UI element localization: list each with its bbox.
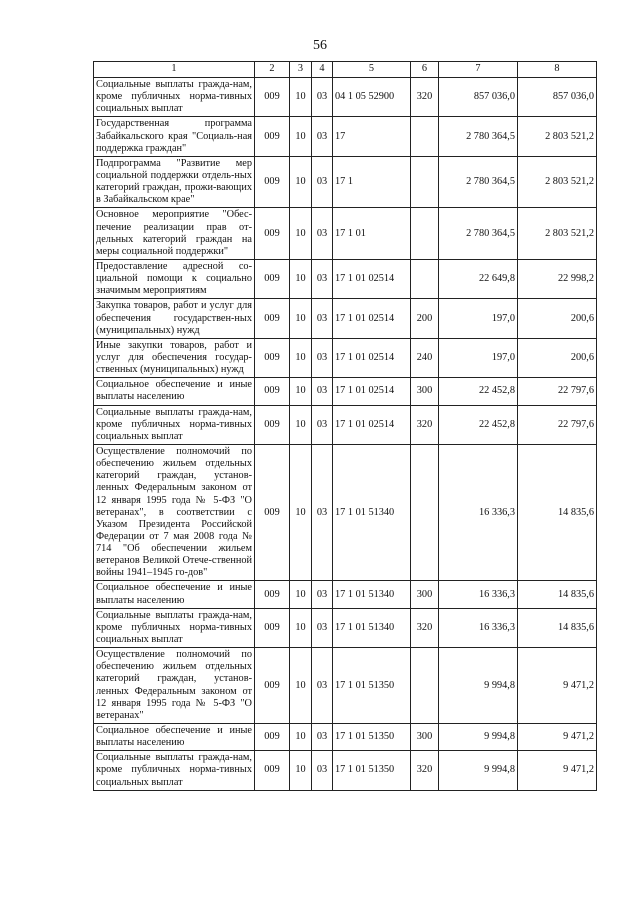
- cell-target-item: 04 1 05 52900: [333, 78, 411, 117]
- cell-target-item: 17 1 01 51340: [333, 608, 411, 647]
- cell-amount-2: 14 835,6: [518, 444, 597, 581]
- cell-section: 10: [290, 117, 312, 156]
- cell-subsection: 03: [312, 78, 333, 117]
- cell-subsection: 03: [312, 259, 333, 298]
- cell-department: 009: [255, 724, 290, 751]
- table-row: [94, 338, 597, 377]
- cell-subsection: 03: [312, 444, 333, 581]
- cell-expense-type: [411, 259, 439, 298]
- cell-section: 10: [290, 405, 312, 444]
- cell-department: 009: [255, 648, 290, 724]
- cell-section: 10: [290, 581, 312, 608]
- table-body: [94, 78, 597, 791]
- table-row: [94, 608, 597, 647]
- cell-target-item: 17 1 01 51340: [333, 581, 411, 608]
- cell-name: Социальное обеспечение и иные выплаты населению: [94, 724, 255, 751]
- cell-section: 10: [290, 78, 312, 117]
- cell-section: 10: [290, 751, 312, 790]
- cell-department: 009: [255, 405, 290, 444]
- cell-expense-type: 320: [411, 608, 439, 647]
- cell-department: 009: [255, 581, 290, 608]
- column-header: 5: [333, 62, 411, 78]
- cell-department: 009: [255, 117, 290, 156]
- cell-department: 009: [255, 444, 290, 581]
- cell-section: 10: [290, 338, 312, 377]
- cell-amount-2: 2 803 521,2: [518, 156, 597, 208]
- cell-amount-2: 200,6: [518, 299, 597, 338]
- cell-amount-2: 14 835,6: [518, 581, 597, 608]
- table-row: [94, 299, 597, 338]
- table-row: [94, 117, 597, 156]
- cell-section: 10: [290, 608, 312, 647]
- cell-subsection: 03: [312, 648, 333, 724]
- table-row: [94, 405, 597, 444]
- header-row: [94, 62, 597, 78]
- cell-amount-2: 22 797,6: [518, 378, 597, 405]
- cell-amount-1: 9 994,8: [439, 648, 518, 724]
- cell-target-item: 17 1 01 02514: [333, 405, 411, 444]
- column-header: 6: [411, 62, 439, 78]
- cell-target-item: 17 1 01 51350: [333, 724, 411, 751]
- table-row: [94, 751, 597, 790]
- cell-target-item: 17 1 01 51350: [333, 751, 411, 790]
- cell-amount-2: 200,6: [518, 338, 597, 377]
- cell-expense-type: 320: [411, 405, 439, 444]
- cell-amount-2: 9 471,2: [518, 648, 597, 724]
- cell-amount-1: 2 780 364,5: [439, 156, 518, 208]
- cell-subsection: 03: [312, 117, 333, 156]
- cell-expense-type: [411, 156, 439, 208]
- table-row: [94, 259, 597, 298]
- table-row: [94, 156, 597, 208]
- cell-target-item: 17 1 01 02514: [333, 299, 411, 338]
- cell-section: 10: [290, 724, 312, 751]
- cell-amount-1: 197,0: [439, 338, 518, 377]
- cell-amount-2: 22 797,6: [518, 405, 597, 444]
- cell-amount-1: 197,0: [439, 299, 518, 338]
- cell-name: Осуществление полномочий по обеспечению жильем отдельных категорий граждан, установ-ленных Федеральным законом от 12 января 1995 года № 5-ФЗ "О ветеранах": [94, 648, 255, 724]
- cell-expense-type: 320: [411, 78, 439, 117]
- cell-amount-1: 16 336,3: [439, 444, 518, 581]
- cell-subsection: 03: [312, 378, 333, 405]
- cell-subsection: 03: [312, 581, 333, 608]
- cell-name: Социальные выплаты гражда-нам, кроме публичных норма-тивных социальных выплат: [94, 405, 255, 444]
- cell-amount-1: 857 036,0: [439, 78, 518, 117]
- cell-subsection: 03: [312, 208, 333, 260]
- cell-amount-1: 9 994,8: [439, 724, 518, 751]
- cell-section: 10: [290, 208, 312, 260]
- cell-department: 009: [255, 259, 290, 298]
- column-header: 2: [255, 62, 290, 78]
- column-header: 4: [312, 62, 333, 78]
- cell-department: 009: [255, 299, 290, 338]
- cell-amount-2: 857 036,0: [518, 78, 597, 117]
- cell-expense-type: [411, 648, 439, 724]
- cell-section: 10: [290, 444, 312, 581]
- cell-target-item: 17 1 01 51340: [333, 444, 411, 581]
- cell-department: 009: [255, 208, 290, 260]
- column-header: 3: [290, 62, 312, 78]
- table-row: [94, 444, 597, 581]
- cell-subsection: 03: [312, 724, 333, 751]
- cell-expense-type: 300: [411, 724, 439, 751]
- cell-amount-1: 16 336,3: [439, 581, 518, 608]
- cell-name: Основное мероприятие "Обес-печение реализации прав от-дельных категорий граждан на меры социальной поддержки": [94, 208, 255, 260]
- cell-expense-type: 200: [411, 299, 439, 338]
- cell-department: 009: [255, 751, 290, 790]
- cell-expense-type: [411, 208, 439, 260]
- cell-amount-2: 22 998,2: [518, 259, 597, 298]
- cell-amount-1: 2 780 364,5: [439, 208, 518, 260]
- cell-subsection: 03: [312, 338, 333, 377]
- cell-department: 009: [255, 156, 290, 208]
- cell-name: Социальное обеспечение и иные выплаты населению: [94, 581, 255, 608]
- cell-name: Осуществление полномочий по обеспечению жильем отдельных категорий граждан, установ-ленных Федеральным законом от 12 января 1995 года № 5-ФЗ "О ветеранах", в соответствии с Указом Президента Российской Федерации от 7 мая 2008 года № 714 "Об обеспечении жильем ветеранов Великой Отече-ственной войны 1941–1945 го-дов": [94, 444, 255, 581]
- cell-amount-2: 9 471,2: [518, 724, 597, 751]
- cell-target-item: 17 1 01 02514: [333, 378, 411, 405]
- cell-name: Социальные выплаты гражда-нам, кроме публичных норма-тивных социальных выплат: [94, 608, 255, 647]
- budget-table: [93, 61, 597, 791]
- cell-expense-type: 300: [411, 378, 439, 405]
- cell-name: Иные закупки товаров, работ и услуг для обеспечения государ-ственных (муниципальных) нужд: [94, 338, 255, 377]
- cell-target-item: 17 1: [333, 156, 411, 208]
- cell-subsection: 03: [312, 405, 333, 444]
- cell-expense-type: [411, 444, 439, 581]
- table-row: [94, 378, 597, 405]
- cell-amount-1: 2 780 364,5: [439, 117, 518, 156]
- cell-name: Предоставление адресной со-циальной помощи к социально значимым мероприятиям: [94, 259, 255, 298]
- column-header: 1: [94, 62, 255, 78]
- cell-expense-type: [411, 117, 439, 156]
- cell-section: 10: [290, 378, 312, 405]
- cell-amount-1: 22 649,8: [439, 259, 518, 298]
- page-number: 56: [313, 38, 327, 53]
- cell-target-item: 17 1 01: [333, 208, 411, 260]
- cell-amount-1: 16 336,3: [439, 608, 518, 647]
- cell-name: Социальные выплаты гражда-нам, кроме публичных норма-тивных социальных выплат: [94, 78, 255, 117]
- cell-expense-type: 240: [411, 338, 439, 377]
- table-row: [94, 208, 597, 260]
- cell-amount-2: 2 803 521,2: [518, 208, 597, 260]
- cell-name: Закупка товаров, работ и услуг для обеспечения государствен-ных (муниципальных) нужд: [94, 299, 255, 338]
- cell-name: Государственная программа Забайкальского края "Социаль-ная поддержка граждан": [94, 117, 255, 156]
- table-row: [94, 724, 597, 751]
- cell-amount-1: 22 452,8: [439, 405, 518, 444]
- cell-department: 009: [255, 378, 290, 405]
- cell-target-item: 17: [333, 117, 411, 156]
- cell-section: 10: [290, 156, 312, 208]
- cell-subsection: 03: [312, 608, 333, 647]
- cell-expense-type: 300: [411, 581, 439, 608]
- cell-subsection: 03: [312, 156, 333, 208]
- column-header: 8: [518, 62, 597, 78]
- cell-department: 009: [255, 338, 290, 377]
- cell-department: 009: [255, 608, 290, 647]
- cell-amount-1: 9 994,8: [439, 751, 518, 790]
- cell-target-item: 17 1 01 02514: [333, 338, 411, 377]
- cell-amount-1: 22 452,8: [439, 378, 518, 405]
- column-header: 7: [439, 62, 518, 78]
- table-row: [94, 648, 597, 724]
- cell-amount-2: 9 471,2: [518, 751, 597, 790]
- cell-section: 10: [290, 299, 312, 338]
- table-row: [94, 581, 597, 608]
- cell-name: Социальные выплаты гражда-нам, кроме публичных норма-тивных социальных выплат: [94, 751, 255, 790]
- cell-target-item: 17 1 01 51350: [333, 648, 411, 724]
- table-row: [94, 78, 597, 117]
- cell-department: 009: [255, 78, 290, 117]
- cell-section: 10: [290, 648, 312, 724]
- cell-target-item: 17 1 01 02514: [333, 259, 411, 298]
- cell-subsection: 03: [312, 751, 333, 790]
- cell-amount-2: 14 835,6: [518, 608, 597, 647]
- cell-name: Подпрограмма "Развитие мер социальной поддержки отдель-ных категорий граждан, прожи-вающих в Забайкальском крае": [94, 156, 255, 208]
- cell-name: Социальное обеспечение и иные выплаты населению: [94, 378, 255, 405]
- cell-expense-type: 320: [411, 751, 439, 790]
- cell-subsection: 03: [312, 299, 333, 338]
- cell-amount-2: 2 803 521,2: [518, 117, 597, 156]
- cell-section: 10: [290, 259, 312, 298]
